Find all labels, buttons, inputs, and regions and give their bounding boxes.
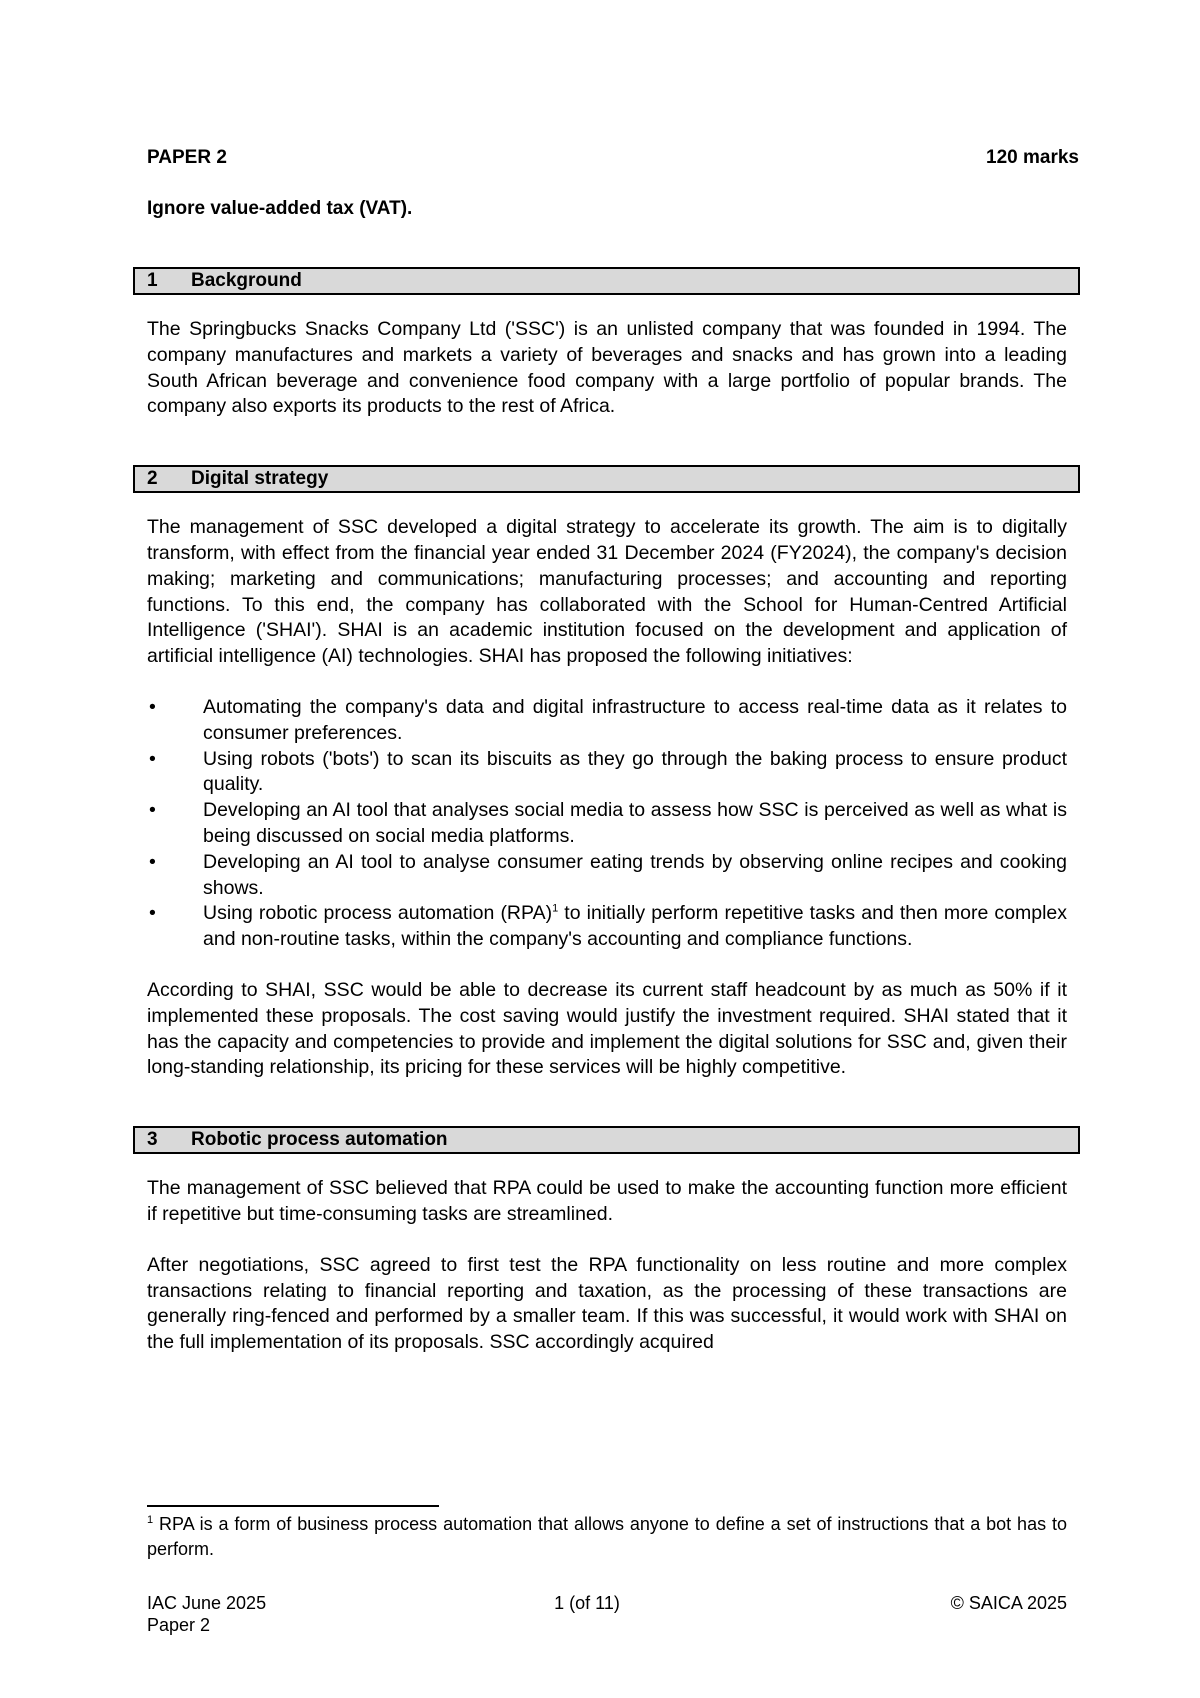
- section-number: 3: [147, 1129, 158, 1151]
- paper-marks: 120 marks: [986, 147, 1079, 168]
- footnote-divider: [147, 1505, 439, 1507]
- initiatives-list: [147, 695, 1067, 953]
- list-item-text: to initially perform repetitive tasks and then more complex and non-routine tasks, within the company's accounting and compliance functions.: [203, 902, 1067, 951]
- paper-header: [147, 147, 1079, 169]
- paper-title: PAPER 2: [147, 147, 227, 168]
- page-number: 1 (of 11): [554, 1593, 620, 1613]
- list-item-text: Developing an AI tool that analyses social media to assess how SSC is perceived as well as what is being discussed on social media platforms.: [203, 799, 1067, 847]
- section-title: Robotic process automation: [191, 1129, 448, 1151]
- list-item-text: Using robotic process automation (RPA): [203, 902, 553, 925]
- list-item: [147, 798, 1067, 850]
- vat-instruction: Ignore value-added tax (VAT).: [147, 198, 413, 219]
- footer-paper: Paper 2: [147, 1615, 211, 1635]
- footnote-marker: 1: [147, 1514, 154, 1526]
- rpa-paragraph: After negotiations, SSC agreed to first test the RPA functionality on less routine and more complex transactions relating to financial reporting and taxation, as the processing of these transactions are generally ring-fenced and performed by a smaller team. If this was successful, it would work with SHAI on the full implementation of its proposals. SSC accordingly acquired: [147, 1253, 1067, 1354]
- section-heading-rpa: [133, 1126, 1080, 1154]
- list-item: [147, 747, 1067, 799]
- footnote-reference: 1: [552, 902, 559, 915]
- list-item: [147, 901, 1067, 953]
- list-item-text: Developing an AI tool to analyse consumer eating trends by observing online recipes and cooking shows.: [203, 850, 1067, 899]
- section-number: 1: [147, 270, 158, 291]
- digital-strategy-closing: According to SHAI, SSC would be able to decrease its current staff headcount by as much as 50% if it implemented these proposals. The cost saving would justify the investment required. SHAI stated that it has the capacity and competencies to provide and implement the digital solutions for SSC and, given their long-standing relationship, its pricing for these services will be highly competitive.: [147, 978, 1067, 1079]
- bullet-icon: •: [149, 799, 156, 822]
- bullet-icon: •: [149, 902, 156, 925]
- bullet-icon: •: [149, 695, 156, 718]
- background-paragraph: The Springbucks Snacks Company Ltd ('SSC') is an unlisted company that was founded in 1994. The company manufactures and markets a variety of beverages and snacks and has grown into a leading South African beverage and convenience food company with a large portfolio of popular brands. The company also exports its products to the rest of Africa.: [147, 318, 1067, 418]
- section-heading-digital-strategy: [133, 465, 1080, 493]
- rpa-paragraph: The management of SSC believed that RPA could be used to make the accounting function more efficient if repetitive but time-consuming tasks are streamlined.: [147, 1177, 1067, 1225]
- footer-exam: IAC June 2025: [147, 1593, 267, 1613]
- digital-strategy-intro: The management of SSC developed a digital strategy to accelerate its growth. The aim is to digitally transform, with effect from the financial year ended 31 December 2024 (FY2024), the company's decision making; marketing and communications; manufacturing processes; and accounting and reporting functions. To this end, the company has collaborated with the School for Human-Centred Artificial Intelligence ('SHAI'). SHAI is an academic institution focused on the development and application of artificial intelligence (AI) technologies. SHAI has proposed the following initiatives:: [147, 516, 1067, 668]
- bullet-icon: •: [149, 747, 156, 770]
- footnote-text: RPA is a form of business process automation that allows anyone to define a set of instructions that a bot has to perform.: [147, 1514, 1067, 1559]
- section-title: Digital strategy: [191, 468, 329, 490]
- bullet-icon: •: [149, 850, 156, 873]
- page-content: [147, 147, 1079, 1356]
- section-heading-background: [133, 267, 1080, 295]
- footer-copyright: © SAICA 2025: [950, 1593, 1067, 1613]
- list-item-text: Using robots ('bots') to scan its biscuits as they go through the baking process to ensure product quality.: [203, 747, 1067, 796]
- list-item-text: Automating the company's data and digital infrastructure to access real-time data as it relates to consumer preferences.: [203, 695, 1067, 744]
- list-item: [147, 695, 1067, 747]
- section-number: 2: [147, 468, 158, 490]
- list-item: [147, 850, 1067, 902]
- section-title: Background: [191, 270, 302, 291]
- footnote: [147, 1512, 1067, 1562]
